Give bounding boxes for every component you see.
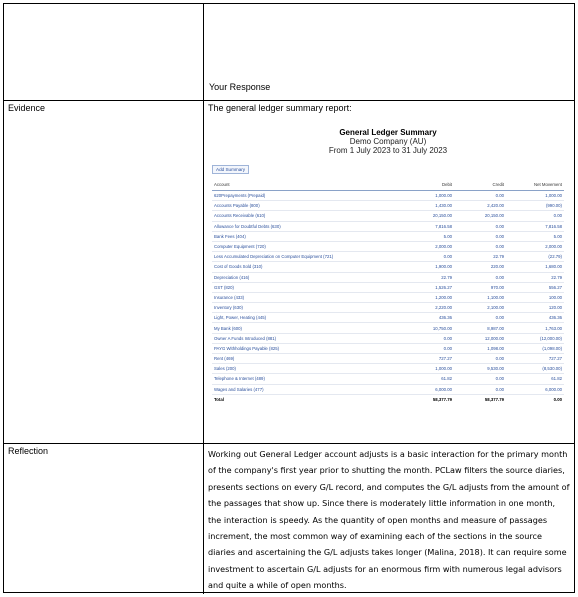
reflection-text: Working out General Ledger account adjusts is a basic interaction for the primary month of the company's first year prior to shutting the month. PCLaw filters the source diaries, presents sections on every G/L record, and computes the G/L adjusts from the amount of the passages that show up. Since there is moderately little information in one month, the interaction is speedy. As the quantity of open months and measure of passages increment, the most common way of examining each of the sections in the source diaries and ascertaining the G/L adjusts takes longer (Malina, 2018). It can require some investment to ascertain G/L adjusts for an enormous firm with numerous legal advisors and quite a while of open months. (208, 449, 570, 591)
credit-cell[interactable]: 2,420.00 (454, 201, 506, 211)
net-movement-cell[interactable]: 727.27 (506, 354, 564, 364)
debit-cell[interactable]: 1,000.00 (392, 364, 454, 374)
ledger-row[interactable] (212, 221, 564, 231)
debit-cell[interactable]: 7,816.58 (392, 221, 454, 231)
reflection-cell (204, 444, 574, 594)
credit-cell[interactable]: 220.00 (454, 262, 506, 272)
debit-cell[interactable]: 5.00 (392, 231, 454, 241)
response-row (4, 4, 574, 101)
credit-cell[interactable]: 0.00 (454, 384, 506, 394)
ledger-row[interactable] (212, 323, 564, 333)
ledger-row[interactable] (212, 191, 564, 201)
debit-cell[interactable]: 2,220.00 (392, 303, 454, 313)
debit-cell[interactable]: 61.82 (392, 374, 454, 384)
total-label: Total (212, 394, 392, 404)
ledger-row[interactable] (212, 303, 564, 313)
net-movement-cell[interactable]: 1,000.00 (506, 191, 564, 201)
ledger-row[interactable] (212, 374, 564, 384)
debit-cell[interactable]: 20,150.00 (392, 211, 454, 221)
debit-cell[interactable]: 1,900.00 (392, 262, 454, 272)
debit-cell[interactable]: 6,000.00 (392, 384, 454, 394)
response-left-cell (4, 4, 204, 100)
total-credit: 58,377.79 (454, 394, 506, 404)
net-movement-cell[interactable]: (8,530.00) (506, 364, 564, 374)
net-movement-cell[interactable]: 22.79 (506, 272, 564, 282)
debit-cell[interactable]: 10,750.00 (392, 323, 454, 333)
report-period: From 1 July 2023 to 31 July 2023 (328, 146, 448, 155)
account-link[interactable]: Rent (469) (212, 354, 392, 364)
ledger-row[interactable] (212, 313, 564, 323)
your-response-label: Your Response (209, 82, 271, 92)
credit-cell[interactable]: 1,100.00 (454, 292, 506, 302)
debit-cell[interactable]: 0.00 (392, 343, 454, 353)
ledger-row[interactable] (212, 292, 564, 302)
response-right-cell (204, 4, 574, 100)
ledger-row[interactable] (212, 333, 564, 343)
account-link[interactable]: Accounts Payable (800) (212, 201, 392, 211)
ledger-row[interactable] (212, 364, 564, 374)
debit-cell[interactable]: 1,526.27 (392, 282, 454, 292)
account-link[interactable]: Bank Fees (404) (212, 231, 392, 241)
credit-cell[interactable]: 0.00 (454, 374, 506, 384)
account-link[interactable]: Light, Power, Heating (445) (212, 313, 392, 323)
net-movement-cell[interactable]: 6,000.00 (506, 384, 564, 394)
account-link[interactable]: 620Prepayments (Prepaid) (212, 191, 392, 201)
debit-cell[interactable]: 2,000.00 (392, 241, 454, 251)
account-link[interactable]: My Bank (600) (212, 323, 392, 333)
net-movement-cell[interactable]: (1,098.00) (506, 343, 564, 353)
credit-cell[interactable]: 970.00 (454, 282, 506, 292)
credit-cell[interactable]: 12,000.00 (454, 333, 506, 343)
general-ledger-report (209, 125, 567, 427)
net-movement-cell[interactable]: (990.00) (506, 201, 564, 211)
ledger-row[interactable] (212, 201, 564, 211)
credit-cell[interactable]: 0.00 (454, 354, 506, 364)
credit-cell[interactable]: 0.00 (454, 272, 506, 282)
account-link[interactable]: Less Accumulated Depreciation on Computer Equipment (721) (212, 252, 392, 262)
account-link[interactable]: Insurance (433) (212, 292, 392, 302)
ledger-row[interactable] (212, 252, 564, 262)
account-link[interactable]: Owner A Funds Introduced (881) (212, 333, 392, 343)
debit-cell[interactable]: 1,000.00 (392, 191, 454, 201)
column-header-credit[interactable]: Credit (454, 180, 506, 191)
debit-cell[interactable]: 0.00 (392, 333, 454, 343)
account-link[interactable]: GST (820) (212, 282, 392, 292)
credit-cell[interactable]: 0.00 (454, 221, 506, 231)
account-link[interactable]: Accounts Receivable (610) (212, 211, 392, 221)
ledger-row[interactable] (212, 354, 564, 364)
evidence-cell (204, 101, 574, 443)
total-debit: 58,377.79 (392, 394, 454, 404)
credit-cell[interactable]: 2,100.00 (454, 303, 506, 313)
evidence-table (3, 3, 575, 593)
add-summary-button[interactable]: Add Summary (212, 165, 249, 174)
net-movement-cell[interactable]: 120.00 (506, 303, 564, 313)
ledger-row[interactable] (212, 282, 564, 292)
ledger-row[interactable] (212, 262, 564, 272)
ledger-row[interactable] (212, 231, 564, 241)
debit-cell[interactable]: 0.00 (392, 252, 454, 262)
credit-cell[interactable]: 8,987.00 (454, 323, 506, 333)
report-company: Demo Company (AU) (349, 137, 427, 146)
net-movement-cell[interactable]: 100.00 (506, 292, 564, 302)
account-link[interactable]: Sales (200) (212, 364, 392, 374)
ledger-total-row (212, 394, 564, 404)
net-movement-cell[interactable]: (22.79) (506, 252, 564, 262)
evidence-row (4, 101, 574, 444)
net-movement-cell[interactable]: 1,763.00 (506, 323, 564, 333)
credit-cell[interactable]: 0.00 (454, 191, 506, 201)
ledger-row[interactable] (212, 211, 564, 221)
net-movement-cell[interactable]: 436.36 (506, 313, 564, 323)
ledger-table (212, 180, 564, 404)
account-link[interactable]: Computer Equipment (720) (212, 241, 392, 251)
evidence-intro: The general ledger summary report: (208, 103, 352, 113)
account-link[interactable]: Cost of Goods Sold (310) (212, 262, 392, 272)
credit-cell[interactable]: 9,530.00 (454, 364, 506, 374)
account-link[interactable]: Wages and Salaries (477) (212, 384, 392, 394)
reflection-row (4, 444, 574, 594)
ledger-row[interactable] (212, 343, 564, 353)
credit-cell[interactable]: 1,098.00 (454, 343, 506, 353)
debit-cell[interactable]: 1,430.00 (392, 201, 454, 211)
ledger-row[interactable] (212, 384, 564, 394)
column-header-net-movement[interactable]: Net Movement (506, 180, 564, 191)
account-link[interactable]: Depreciation (416) (212, 272, 392, 282)
net-movement-cell[interactable]: 2,000.00 (506, 241, 564, 251)
net-movement-cell[interactable]: 7,816.58 (506, 221, 564, 231)
net-movement-cell[interactable]: 1,680.00 (506, 262, 564, 272)
evidence-label: Evidence (4, 101, 204, 443)
net-movement-cell[interactable]: 5.00 (506, 231, 564, 241)
debit-cell[interactable]: 436.36 (392, 313, 454, 323)
net-movement-cell[interactable]: (12,000.00) (506, 333, 564, 343)
net-movement-cell[interactable]: 61.82 (506, 374, 564, 384)
debit-cell[interactable]: 727.27 (392, 354, 454, 364)
ledger-header-row (212, 180, 564, 191)
column-header-debit[interactable]: Debit (392, 180, 454, 191)
report-title: General Ledger Summary (339, 128, 437, 137)
credit-cell[interactable]: 0.00 (454, 241, 506, 251)
column-header-account[interactable]: Account (212, 180, 392, 191)
account-link[interactable]: Allowance for Doubtful Debts (630) (212, 221, 392, 231)
net-movement-cell[interactable]: 0.00 (506, 211, 564, 221)
credit-cell[interactable]: 0.00 (454, 231, 506, 241)
reflection-label: Reflection (4, 444, 204, 594)
total-net-movement: 0.00 (506, 394, 564, 404)
credit-cell[interactable]: 0.00 (454, 313, 506, 323)
ledger-body (212, 191, 564, 405)
credit-cell[interactable]: 22.79 (454, 252, 506, 262)
ledger-row[interactable] (212, 272, 564, 282)
credit-cell[interactable]: 20,150.00 (454, 211, 506, 221)
net-movement-cell[interactable]: 556.27 (506, 282, 564, 292)
debit-cell[interactable]: 1,200.00 (392, 292, 454, 302)
account-link[interactable]: Telephone & Internet (489) (212, 374, 392, 384)
debit-cell[interactable]: 22.79 (392, 272, 454, 282)
account-link[interactable]: Inventory (630) (212, 303, 392, 313)
ledger-row[interactable] (212, 241, 564, 251)
account-link[interactable]: PAYG Withholdings Payable (825) (212, 343, 392, 353)
